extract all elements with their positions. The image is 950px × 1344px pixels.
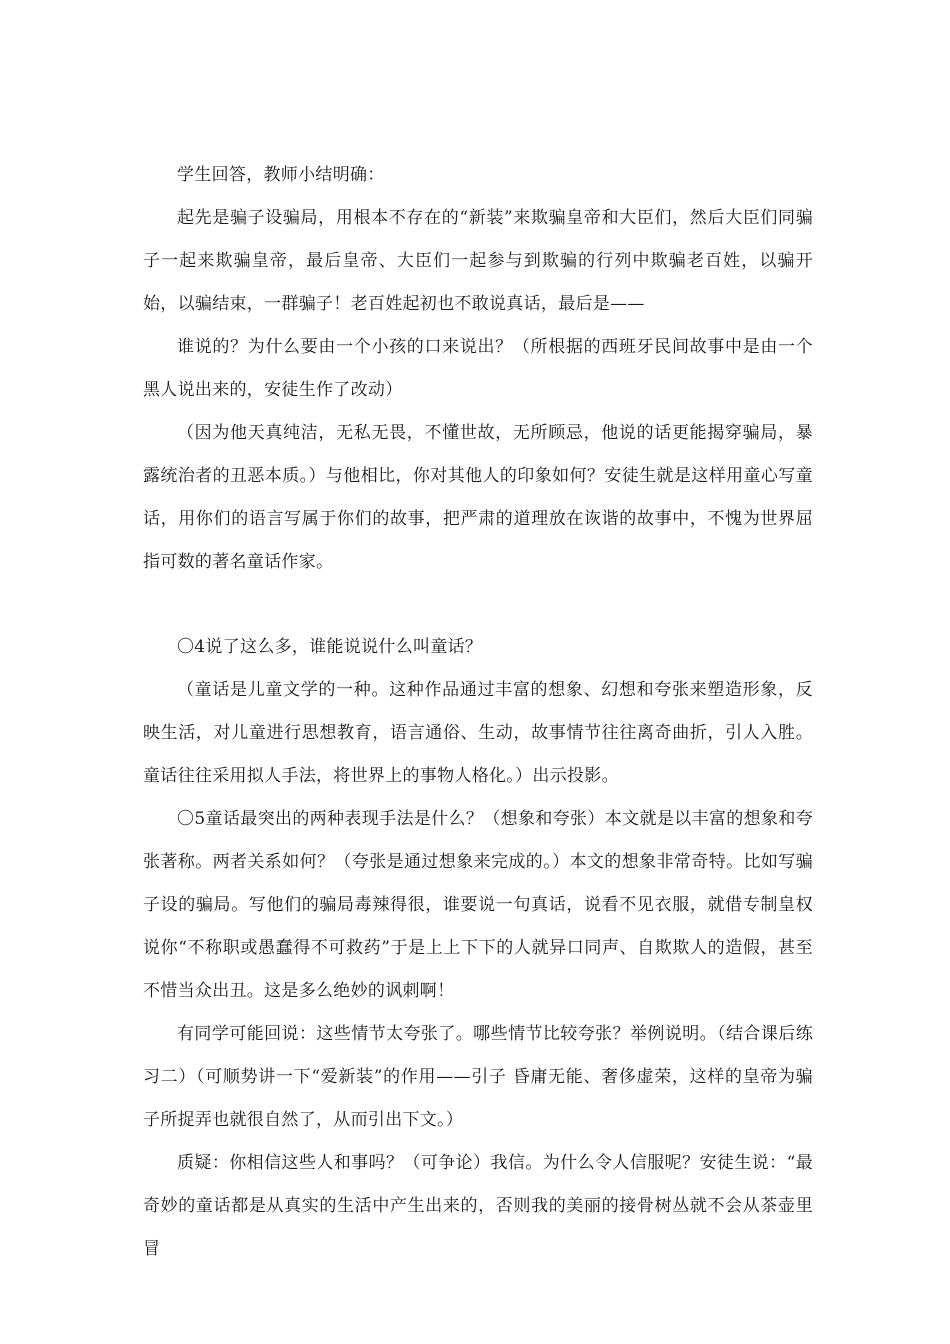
paragraph-swindle-explanation: 起先是骗子设骗局，用根本不存在的“新装”来欺骗皇帝和大臣们，然后大臣们同骗子一起来欺骗皇帝，最后皇帝、大臣们一起参与到欺骗的行列中欺骗老百姓，以骗开始，以骗结束，一群骗子！老百姓起初也不敢说真话，最后是—— xyxy=(143,208,813,314)
paragraph-question-4: 〇4说了这么多，谁能说说什么叫童话？ xyxy=(177,637,483,657)
paragraph-teacher-summary: 学生回答，教师小结明确： xyxy=(177,165,385,185)
paragraph-child-innocence: （因为他天真纯洁，无私无畏，不懂世故，无所顾忌，他说的话更能揭穿骗局，暴露统治者的丑恶本质。）与他相比，你对其他人的印象如何？安徒生就是这样用童心写童话，用你们的语言写属于你们的故事，把严肃的道理放在诙谐的故事中，不愧为世界屈指可数的著名童话作家。 xyxy=(143,423,813,572)
paragraph-who-said-it: 谁说的？为什么要由一个小孩的口来说出？（所根据的西班牙民间故事中是由一个黑人说出来的，安徒生作了改动） xyxy=(143,337,813,400)
paragraph-exaggeration: 有同学可能回说：这些情节太夸张了。哪些情节比较夸张？举例说明。（结合课后练习二）（可顺势讲一下“爱新装”的作用——引子 昏庸无能、奢侈虚荣，这样的皇帝为骗子所捉弄也就很自然了，从而引出下文。） xyxy=(143,1024,813,1130)
paragraph-questioning: 质疑：你相信这些人和事吗？（可争论）我信。为什么令人信服呢？安徒生说：“最奇妙的童话都是从真实的生活中产生出来的，否则我的美丽的接骨树丛就不会从茶壶里冒 xyxy=(143,1153,813,1259)
paragraph-question-5: 〇5童话最突出的两种表现手法是什么？（想象和夸张）本文就是以丰富的想象和夸张著称。两者关系如何？（夸张是通过想象来完成的。）本文的想象非常奇特。比如写骗子设的骗局。写他们的骗局毒辣得很，谁要说一句真话，说看不见衣服，就借专制皇权说你“不称职或愚蠢得不可救药”于是上上下下的人就异口同声、自欺欺人的造假，甚至不惜当众出丑。这是多么绝妙的讽刺啊！ xyxy=(143,809,813,1001)
paragraph-fairy-tale-definition: （童话是儿童文学的一种。这种作品通过丰富的想象、幻想和夸张来塑造形象，反映生活，对儿童进行思想教育，语言通俗、生动，故事情节往往离奇曲折，引人入胜。童话往往采用拟人手法，将世界上的事物人格化。）出示投影。 xyxy=(143,680,813,786)
